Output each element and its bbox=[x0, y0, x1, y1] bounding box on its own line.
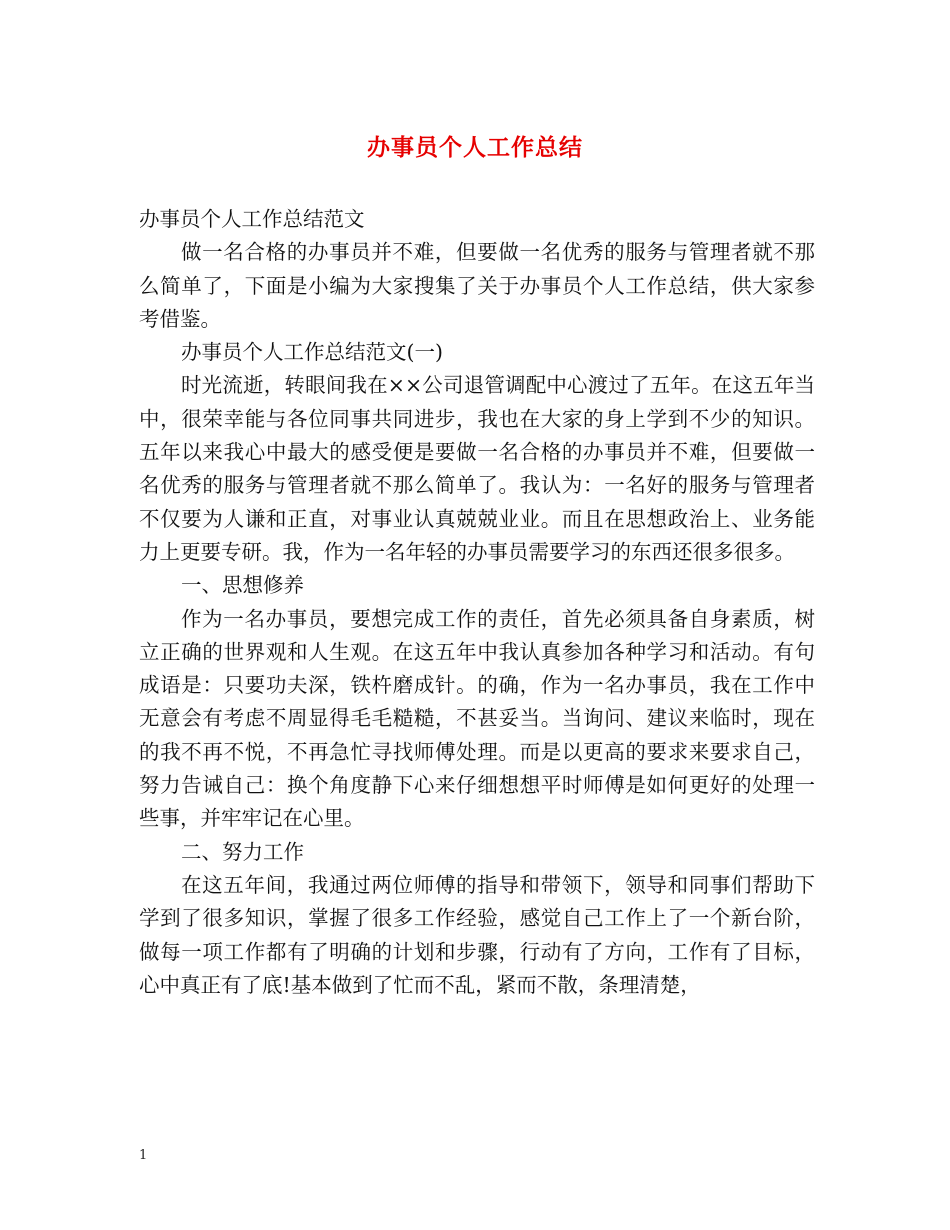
body-paragraph: 时光流逝，转眼间我在××公司退管调配中心渡过了五年。在这五年当中，很荣幸能与各位同事共同进步，我也在大家的身上学到不少的知识。五年以来我心中最大的感受便是要做一名合格的办事员并不难，但要做一名优秀的服务与管理者就不那么简单了。我认为：一名好的服务与管理者不仅要为人谦和正直，对事业认真兢兢业业。而且在思想政治上、业务能力上更要专研。我，作为一名年轻的办事员需要学习的东西还很多很多。 bbox=[139, 373, 815, 564]
intro-paragraph: 做一名合格的办事员并不难，但要做一名优秀的服务与管理者就不那么简单了，下面是小编为大家搜集了关于办事员个人工作总结，供大家参考借鉴。 bbox=[139, 240, 815, 331]
subtitle-paragraph: 办事员个人工作总结范文 bbox=[139, 207, 365, 231]
document-title: 办事员个人工作总结 bbox=[367, 134, 583, 161]
section-heading-thought: 一、思想修养 bbox=[181, 573, 304, 598]
section-heading-work: 二、努力工作 bbox=[181, 839, 304, 864]
page-number: 1 bbox=[139, 1148, 148, 1163]
body-paragraph: 作为一名办事员，要想完成工作的责任，首先必须具备自身素质，树立正确的世界观和人生观。在这五年中我认真参加各种学习和活动。有句成语是：只要功夫深，铁杵磨成针。的确，作为一名办事员，我在工作中无意会有考虑不周显得毛毛糙糙，不甚妥当。当询问、建议来临时，现在的我不再不悦，不再急忙寻找师傅处理。而是以更高的要求来要求自己，努力告诫自己：换个角度静下心来仔细想想平时师傅是如何更好的处理一些事，并牢牢记在心里。 bbox=[139, 606, 815, 831]
section-heading-sample-one: 办事员个人工作总结范文(一) bbox=[181, 340, 443, 365]
document-body bbox=[139, 203, 815, 1002]
body-paragraph: 在这五年间，我通过两位师傅的指导和带领下，领导和同事们帮助下学到了很多知识，掌握了很多工作经验，感觉自己工作上了一个新台阶，做每一项工作都有了明确的计划和步骤，行动有了方向，工作有了目标，心中真正有了底!基本做到了忙而不乱，紧而不散，条理清楚， bbox=[139, 872, 815, 997]
